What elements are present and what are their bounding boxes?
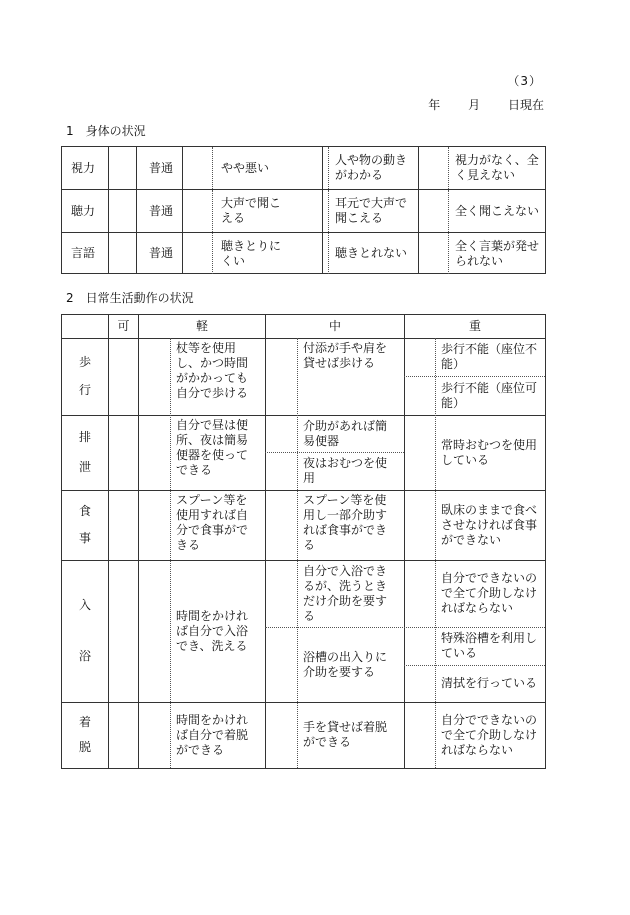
option-text: 聴きとれない: [328, 233, 418, 274]
excrete-chu-1: 介助があれば簡易便器: [303, 418, 388, 448]
bath-ju-3: 清拭を行っている: [441, 676, 538, 690]
option-text: 全く言葉が発せられない: [448, 233, 545, 274]
table-row: [62, 232, 545, 274]
dress-label: [62, 702, 108, 768]
section2-title: 2 日常生活動作の状況: [66, 291, 194, 305]
row-label: 聴力: [71, 203, 96, 218]
bath-kei: 時間をかければ自分で入浴でき、洗える: [176, 608, 249, 653]
table-row: [62, 147, 545, 189]
excrete-kei: 自分で昼は便所、夜は簡易便器を使ってできる: [176, 418, 249, 477]
option-text: 普通: [136, 147, 182, 189]
check-box[interactable]: [418, 147, 448, 189]
physical-condition-table: [61, 146, 546, 274]
option-text: 普通: [136, 233, 182, 274]
check-box[interactable]: [108, 190, 136, 232]
check-box[interactable]: [418, 190, 448, 232]
option-text: やや悪い: [212, 147, 322, 189]
option-text: 視力がなく、全く見えない: [448, 147, 545, 189]
walk-chu: 付添が手や肩を貸せば歩ける: [303, 341, 388, 370]
option-text: 人や物の動きがわかる: [328, 147, 418, 189]
table-row: [62, 189, 545, 232]
option-text: 耳元で大声で聞こえる: [328, 190, 418, 232]
excrete-label-2: 泄: [78, 459, 91, 474]
bath-ju-2: 特殊浴槽を利用している: [441, 631, 538, 660]
bath-ju-1: 自分でできないので全て介助しなければならない: [441, 571, 538, 615]
eat-kei: スプーン等を使用すれば自分で食事ができる: [176, 493, 249, 552]
header-kei: 軽: [138, 315, 265, 338]
excrete-ju: 常時おむつを使用している: [441, 437, 538, 467]
page-number: （3）: [507, 74, 542, 88]
col-divider: [138, 338, 139, 768]
col-divider: [108, 338, 109, 768]
walk-label: [62, 338, 108, 415]
check-box[interactable]: [108, 147, 136, 189]
month-label: 月: [468, 98, 481, 112]
eat-label-1: 食: [78, 504, 91, 518]
day-label: 日現在: [507, 98, 544, 112]
dress-label-2: 脱: [78, 740, 91, 754]
excrete-label: [62, 415, 108, 490]
row-label: 視力: [71, 160, 96, 175]
walk-ju-2: 歩行不能（座位可能）: [441, 380, 538, 410]
check-box[interactable]: [182, 233, 212, 274]
option-text: 大声で聞こえる: [212, 190, 322, 232]
adl-table: [61, 314, 546, 769]
dress-chu: 手を貸せば着脱ができる: [303, 720, 388, 749]
bath-chu-1: 自分で入浴できるが、洗うときだけ介助を要する: [303, 563, 388, 623]
eat-label-2: 事: [78, 531, 91, 545]
row-label: 言語: [71, 246, 96, 260]
col-divider: [265, 338, 266, 768]
check-box[interactable]: [418, 233, 448, 274]
dress-kei: 時間をかければ自分で着脱ができる: [176, 712, 249, 757]
walk-label-2: 行: [78, 383, 91, 398]
walk-ju-1: 歩行不能（座位不能）: [441, 342, 538, 371]
option-text: 聴きとりにくい: [212, 233, 322, 274]
eat-chu: スプーン等を使用し一部介助すれば食事ができる: [303, 493, 388, 552]
bath-label-2: 浴: [78, 649, 91, 663]
check-box[interactable]: [108, 233, 136, 274]
dress-label-1: 着: [78, 715, 91, 729]
excrete-label-1: 排: [78, 430, 91, 445]
excrete-chu-2: 夜はおむつを使用: [303, 456, 388, 485]
eat-ju: 臥床のままで食べさせなければ食事ができない: [441, 502, 538, 547]
bath-label-1: 入: [78, 598, 91, 612]
date-line: [404, 96, 544, 113]
bath-label: [62, 560, 108, 702]
header-ka: 可: [108, 315, 138, 338]
dress-ju: 自分でできないので全て介助しなければならない: [441, 712, 538, 757]
header-ju: 重: [404, 315, 545, 338]
check-box[interactable]: [182, 190, 212, 232]
header-chu: 中: [265, 315, 404, 338]
check-box[interactable]: [182, 147, 212, 189]
section1-title: 1 身体の状況: [66, 124, 146, 138]
bath-chu-2: 浴槽の出入りに介助を要する: [303, 649, 388, 679]
eat-label: [62, 490, 108, 560]
option-text: 全く聞こえない: [448, 190, 545, 232]
walk-label-1: 歩: [78, 354, 91, 369]
col-divider: [404, 338, 405, 768]
walk-kei: 杖等を使用し、かつ時間がかかっても自分で歩ける: [176, 341, 249, 400]
option-text: 普通: [136, 190, 182, 232]
year-label: 年: [428, 98, 441, 112]
